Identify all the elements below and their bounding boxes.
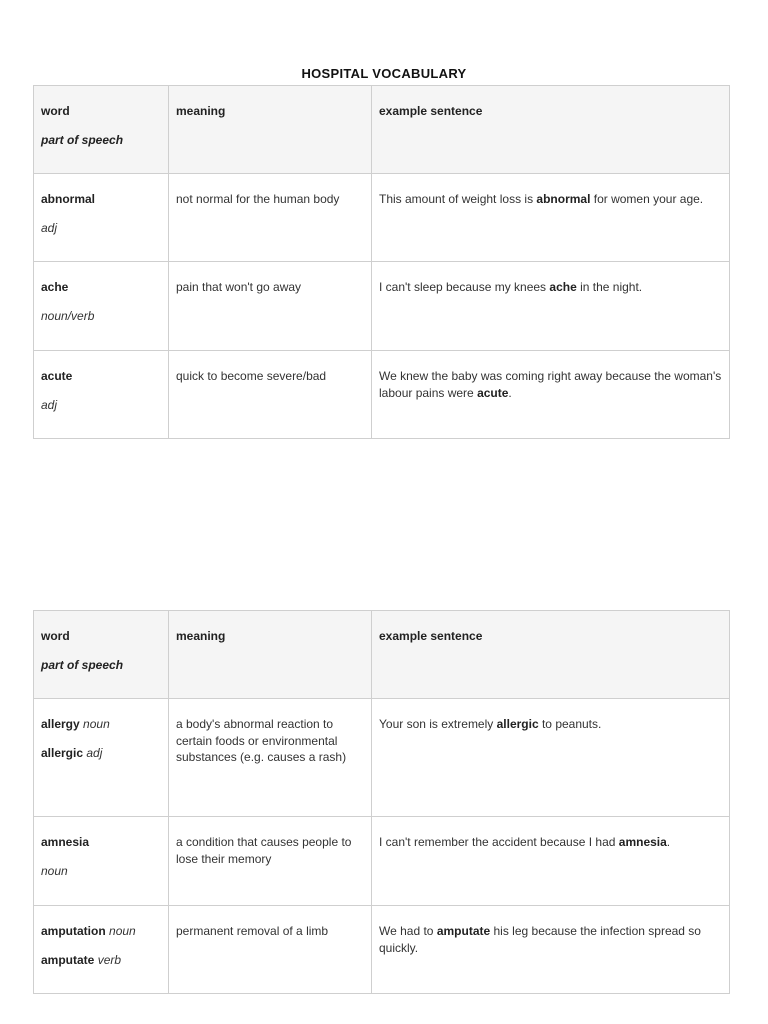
word-cell (34, 174, 169, 262)
meaning-cell: a condition that causes people to lose their memory (169, 817, 372, 906)
meaning-cell: quick to become severe/bad (169, 351, 372, 439)
meaning-cell: permanent removal of a limb (169, 906, 372, 994)
page-title: HOSPITAL VOCABULARY (301, 66, 467, 81)
table-row (34, 351, 730, 439)
table-header-row (34, 86, 730, 174)
header-word: word (41, 629, 70, 643)
table-header-row (34, 611, 730, 699)
word-cell (34, 906, 169, 994)
table-row (34, 817, 730, 906)
header-word-cell (34, 611, 169, 699)
table-row (34, 174, 730, 262)
example-keyword: abnormal (536, 192, 591, 206)
table-row (34, 906, 730, 994)
example-text: We had to (379, 924, 437, 938)
vocabulary-table-2 (33, 610, 730, 994)
word-cell (34, 817, 169, 906)
example-keyword: amnesia (618, 835, 667, 849)
example-keyword: ache (549, 280, 577, 294)
table-row (34, 262, 730, 351)
example-text: . (666, 835, 671, 849)
word-cell (34, 262, 169, 351)
example-text: to peanuts. (538, 717, 602, 731)
table-row (34, 699, 730, 817)
example-text: his leg because the infection spread so quickly. (379, 924, 701, 955)
example-cell (372, 699, 730, 817)
example-keyword: allergic (496, 717, 539, 731)
part-of-speech: adj (41, 220, 58, 235)
header-example: example sentence (372, 86, 730, 174)
part-of-speech: verb (97, 952, 122, 967)
example-cell (372, 351, 730, 439)
example-text: for women your age. (590, 192, 704, 206)
header-meaning: meaning (169, 611, 372, 699)
part-of-speech: noun (83, 717, 110, 731)
example-cell (372, 262, 730, 351)
word: amputate (41, 952, 95, 967)
header-meaning: meaning (169, 86, 372, 174)
example-keyword: amputate (436, 924, 491, 938)
example-text: This amount of weight loss is (379, 192, 537, 206)
word: amnesia (41, 835, 90, 849)
vocabulary-table-1 (33, 85, 730, 439)
header-part-of-speech: part of speech (41, 132, 124, 147)
example-text: . (508, 385, 512, 400)
part-of-speech: adj (41, 397, 58, 412)
part-of-speech: noun/verb (41, 308, 95, 323)
meaning-cell: pain that won't go away (169, 262, 372, 351)
header-example: example sentence (372, 611, 730, 699)
header-word: word (41, 104, 70, 118)
part-of-speech: adj (86, 745, 103, 760)
example-keyword: acute (477, 385, 509, 400)
word-cell (34, 351, 169, 439)
header-part-of-speech: part of speech (41, 657, 124, 672)
part-of-speech: noun (109, 924, 136, 938)
word: ache (41, 280, 69, 294)
word: amputation (41, 924, 106, 938)
example-text: We knew the baby was coming right away because the woman's labour pains were (379, 369, 722, 400)
word: abnormal (41, 192, 96, 206)
word-cell (34, 699, 169, 817)
meaning-cell: a body's abnormal reaction to certain foods or environmental substances (e.g. causes a rash) (169, 699, 372, 817)
word: allergic (41, 745, 84, 760)
word: acute (41, 369, 73, 383)
example-text: I can't remember the accident because I had (379, 835, 619, 849)
example-text: I can't sleep because my knees (379, 280, 550, 294)
part-of-speech: noun (41, 863, 68, 878)
header-word-cell (34, 86, 169, 174)
example-text: Your son is extremely (379, 717, 497, 731)
example-cell (372, 906, 730, 994)
word: allergy (41, 717, 80, 731)
example-text: in the night. (576, 280, 643, 294)
meaning-cell: not normal for the human body (169, 174, 372, 262)
example-cell (372, 817, 730, 906)
example-cell (372, 174, 730, 262)
